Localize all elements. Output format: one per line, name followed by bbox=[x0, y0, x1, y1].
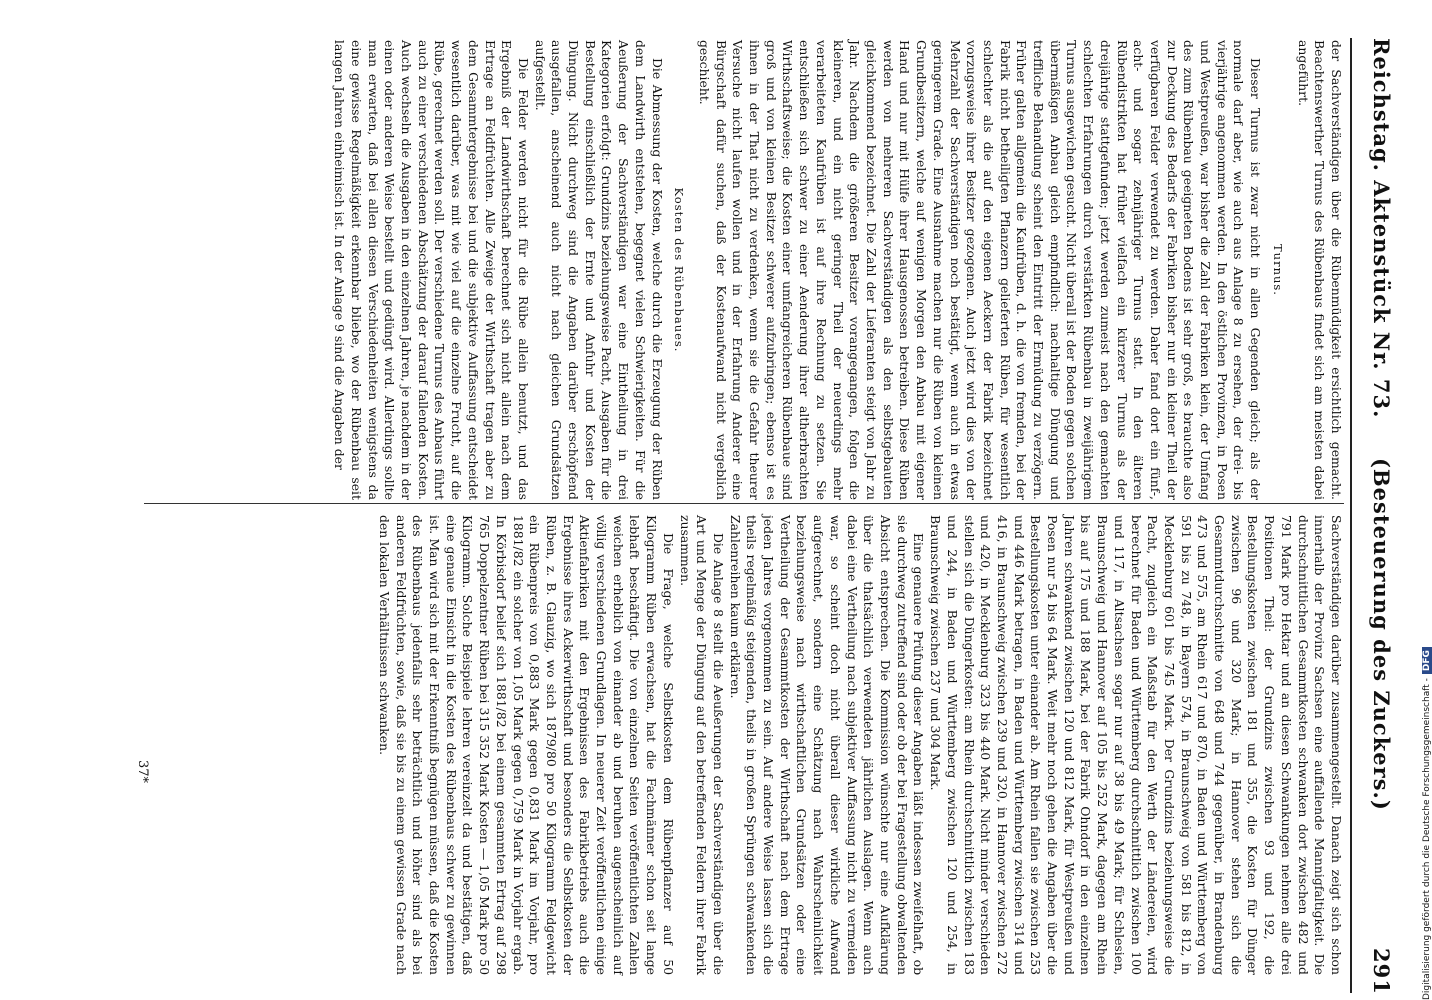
paragraph: Die Abmessung der Kosten, welche durch die Erzeugung der Rüben dem Landwirth entstehen, begegnet vielen Schwierigkeiten. Für die Aeußerung der Sachverständigen war eine Eintheilung in drei Kategorien erfolgt: Grundzins beziehungsweise Pacht, Ausgaben für die Bestellung einschließlich der Ernte und Anfuhr und Kosten der Düngung. Nicht durchweg sind die Angaben darüber erschöpfend ausgefallen, anscheinend auch nicht nach gleichen Grundsätzen aufgestellt. bbox=[532, 40, 665, 500]
column-divider bbox=[144, 503, 1344, 504]
paragraph: Die Anlage 8 stellt die Aeußerungen der Sachverständigen über die Art und Menge der Düngung auf den betreffenden Feldern ihrer Fabrik zusammen. bbox=[677, 515, 726, 975]
right-column bbox=[375, 515, 1344, 975]
paragraph: Die Frage, welche Selbstkosten dem Rübenpflanzer auf 50 Kilogramm Rüben erwachsen, hat die Fachmänner schon seit lange lebhaft beschäftigt. Die von einzelnen Seiten veröffentlichten Zahlen weichen erheblich von einander ab und beruhen augenscheinlich auf völlig verschiedenen Grundlagen. In neuerer Zeit veröffentlichen einige Aktienfabriken mit den Ergebnissen des Fabrikbetriebs auch die Ergebnisse ihres Ackerwirthschaft und besonders die Selbstkosten der Rüben, z. B. Glauzig, wo sich 1879/80 pro 50 Kilogramm Feldgewicht ein Rübenpreis von 0,883 Mark gegen 0,831 Mark im Vorjahr, pro 1881/82 ein solcher von 1,05 Mark gegen 0,759 Mark in Vorjahr ergab. In Körbisdorf belief sich 1881/82 bei einem gesammten Ertrag auf 298 765 Doppelzentner Rüben bei 315 352 Mark Kosten — 1,05 Mark pro 50 Kilogramm. Solche Beispiele lehren vereinzelt da und bestätigen, daß eine genaue Einsicht in die Kosten des Rübenbaus schwer zu gewinnen ist. Man wird sich mit der Erkenntniß begnügen müssen, daß die Kosten des Rübenbaus jedenfalls sehr beträchtlich und höher sind als bei anderen Feldfrüchten, sowie, daß sie bis zu einem gewissen Grade nach den lokalen Verhältnissen schwanken. bbox=[376, 515, 676, 975]
signature-mark: 37* bbox=[135, 760, 150, 784]
credit-text: Digitalisierung gefördert durch die Deutsche Forschungsgemeinschaft - bbox=[1422, 678, 1432, 1000]
digitization-credit bbox=[1422, 25, 1432, 1000]
header-mid-title: (Besteuerung des Zuckers.) bbox=[1369, 458, 1394, 811]
left-column bbox=[331, 40, 1344, 500]
paragraph: Die Felder werden nicht für die Rübe allein benutzt, und das Ergebniß der Landwirthschaft berechnet sich nicht allein nach dem Ertrage an Feldfrüchten. Alle Zweige der Wirthschaft tragen aber zu dem Gesammtergebnisse bei und die subjektive Auffassung entscheidet wesentlich darüber, was mit wie viel auf die einzelne Frucht, auf die Rübe, gerechnet werden soll. Der verschiedene Turnus des Anbaus führt auch zu einer verschiedenen Abschätzung der darauf fallenden Kosten. Auch wechseln die Ausgaben in den einzelnen Jahren, je nachdem in der einen oder anderen Weise bestellt und gedüngt wird. Allerdings sollte man erwarten, daß bei allen diesen Verschiedenheiten wenigstens da eine gewisse Regelmäßigkeit erkennbar bliebe, wo der Rübenbau seit langen Jahren einheimisch ist. In der Anlage 9 sind die Angaben der bbox=[332, 40, 531, 500]
paragraph: Sachverständigen darüber zusammengestellt. Danach zeigt sich schon innerhalb der Provinz Sachsen eine auffallende Mannigfaltigkeit. Die durchschnittlichen Gesammtkosten schwanken dort zwischen 482 und 791 Mark pro Hektar und an diesen Schwankungen nehmen alle drei Positionen Theil: der Grundzins zwischen 93 und 192, die Bestellungskosten zwischen 181 und 355, die Kosten für Dünger zwischen 96 und 320 Mark; in Hannover stehen sich die Gesammtdurchschnitte von 648 und 744 gegenüber, in Brandenburg 473 und 575, am Rhein 617 und 870, in Baden und Württemberg von 591 bis zu 748, in Bayern 574, in Braunschweig von 581 bis 812, in Mecklenburg 601 bis 745 Mark. Der Grundzins beziehungsweise die Pacht, zugleich ein Maßstab für den Werth der Ländereien, wird berechnet für Baden und Württemberg durchschnittlich zwischen 100 und 117, in Altsachsen sogar nur auf 38 bis 49 Mark; für Schlesien, Braunschweig und Hannover auf 105 bis 252 Mark, dagegen am Rhein bis auf 175 und 188 Mark, bei der Fabrik Ohndorf in den einzelnen Jahren schwankend zwischen 120 und 812 Mark, für Westpreußen und Posen nur 54 bis 64 Mark. Weit mehr noch gehen die Angaben über die Bestellungskosten unter einander ab. Am Rhein fallen sie zwischen 253 und 446 Mark betragen, in Baden und Württemberg zwischen 314 und 416, in Braunschweig zwischen 239 und 320, in Hannover zwischen 272 und 420, in Mecklenburg 323 bis 440 Mark. Nicht minder verschieden stellen sich die Düngerkosten: am Rhein durchschnittlich zwischen 183 und 244, in Baden und Württemberg zwischen 120 und 254, in Braunschweig zwischen 237 und 304 Mark. bbox=[928, 515, 1344, 975]
page-header bbox=[1354, 38, 1394, 998]
header-left-title: Reichstag. Aktenstück Nr. 73. bbox=[1369, 38, 1394, 419]
section-heading-turnus: Turnus. bbox=[1270, 244, 1285, 296]
page-number: 291 bbox=[1369, 948, 1394, 995]
section-heading-kosten: Kosten des Rübenbaues. bbox=[672, 187, 687, 353]
dfg-logo: DFG bbox=[1422, 647, 1432, 674]
paragraph: Dieser Turnus ist zwar nicht in allen Gegenden gleich; als der normale darf aber, wie auch aus Anlage 8 zu ersehen, der drei- bis vierjährige angenommen werden. In den östlichen Provinzen, in Posen und Westpreußen, war bisher die Zahl der Fabriken klein, der Umfang des zum Rübenbau geeigneten Bodens ist sehr groß, es brauchte also zur Deckung des Bedarfs der Fabriken bisher nur ein kleiner Theil der verfügbaren Felder verwendet zu werden. Daher fand dort ein fünf-, acht- und sogar zehnjähriger Turnus statt. In den älteren Rübendistrikten hat früher vielfach ein kürzerer Turnus als der dreijährige stattgefunden; jetzt werden zumeist nach den gemachten schlechten Erfahrungen durch verstärkten Rübenbau in zweijährigem Turnus ausgewichen gesucht. Nicht überall ist der Boden gegen solchen übermäßigen Anbau gleich empfindlich: nachhaltige Düngung und treffliche Behandlung scheint den Eintritt der Ermüdung zu verzögern. Früher galten allgemein die Kaufrüben, d. h. die von fremden, bei der Fabrik nicht betheiligten Pflanzern gelieferten Rüben, für wesentlich schlechter als die auf den eigenen Aeckern der Fabrik bezeichnet vorzugsweise ihrer Besitzer gezogenen. Auch jetzt wird dies von der Mehrzahl der Sachverständigen noch bestätigt, wenn auch in etwas geringerem Grade. Eine Ausnahme machen nur die Rüben von kleinen Grundbesitzern, welche auf wenigen Morgen den Anbau mit eigener Hand und nur mit Hülfe ihrer Hausgenossen betreiben. Diese Rüben werden von mehreren Sachverständigen als den selbstgebauten gleichkommend bezeichnet. Die Zahl der Lieferanten steigt von Jahr zu Jahr. Nachdem die größeren Besitzer vorangegangen, folgen die kleineren, und ein nicht geringer Theil der neuerdings mehr verarbeiteten Kaufrüben ist auf ihre Rechnung zu setzen. Sie entschließen sich schwer zu einer Aenderung ihrer altherbrachten Wirthschaftsweise; die Kosten einer umfangreicheren Rübenbaue sind groß und von kleinen Besitzer schwerer aufzubringen; ebenso ist es ihnen in der That nicht zu verdenken, wenn sie die Gefahr theurer Versuche nicht laufen wollen und in der Erfahrung Anderer eine Bürgschaft dafür suchen, daß der Kostenaufwand nicht vergeblich geschieht. bbox=[696, 40, 1264, 500]
header-rule bbox=[1350, 38, 1352, 993]
paragraph: Eine genauere Prüfung dieser Angaben läßt indessen zweifelhaft, ob sie durchweg zutreffend sind oder ob der bei Fragestellung obwaltenden Absicht entsprechen. Die Kommission wünschte nur eine Aufklärung über die thatsächlich verwendeten jährlichen Auslagen. Wenn auch dabei eine Vertheilung nach subjektiver Auffassung nicht zu vermeiden war, so scheint doch nicht überall dieser wirkliche Aufwand aufgerechnet, sondern eine Schätzung nach Wahrscheinlichkeit beziehungsweise nach wirthschaftlichen Grundsätzen oder eine Vertheilung der Gesammtkosten der Wirthschaft nach dem Ertrage jeden Jahres vorgenommen zu sein. Auf andere Weise lassen sich die theils regelmäßig steigenden, theils in großen Sprüngen schwankenden Zahlenreihen kaum erklären. bbox=[727, 515, 927, 975]
paragraph: der Sachverständigen über die Rübenmüdigkeit ersichtlich gemacht. Beachtenswerther Turnus des Rübenbaus findet sich am meisten dabei angeführt. bbox=[1295, 40, 1344, 500]
